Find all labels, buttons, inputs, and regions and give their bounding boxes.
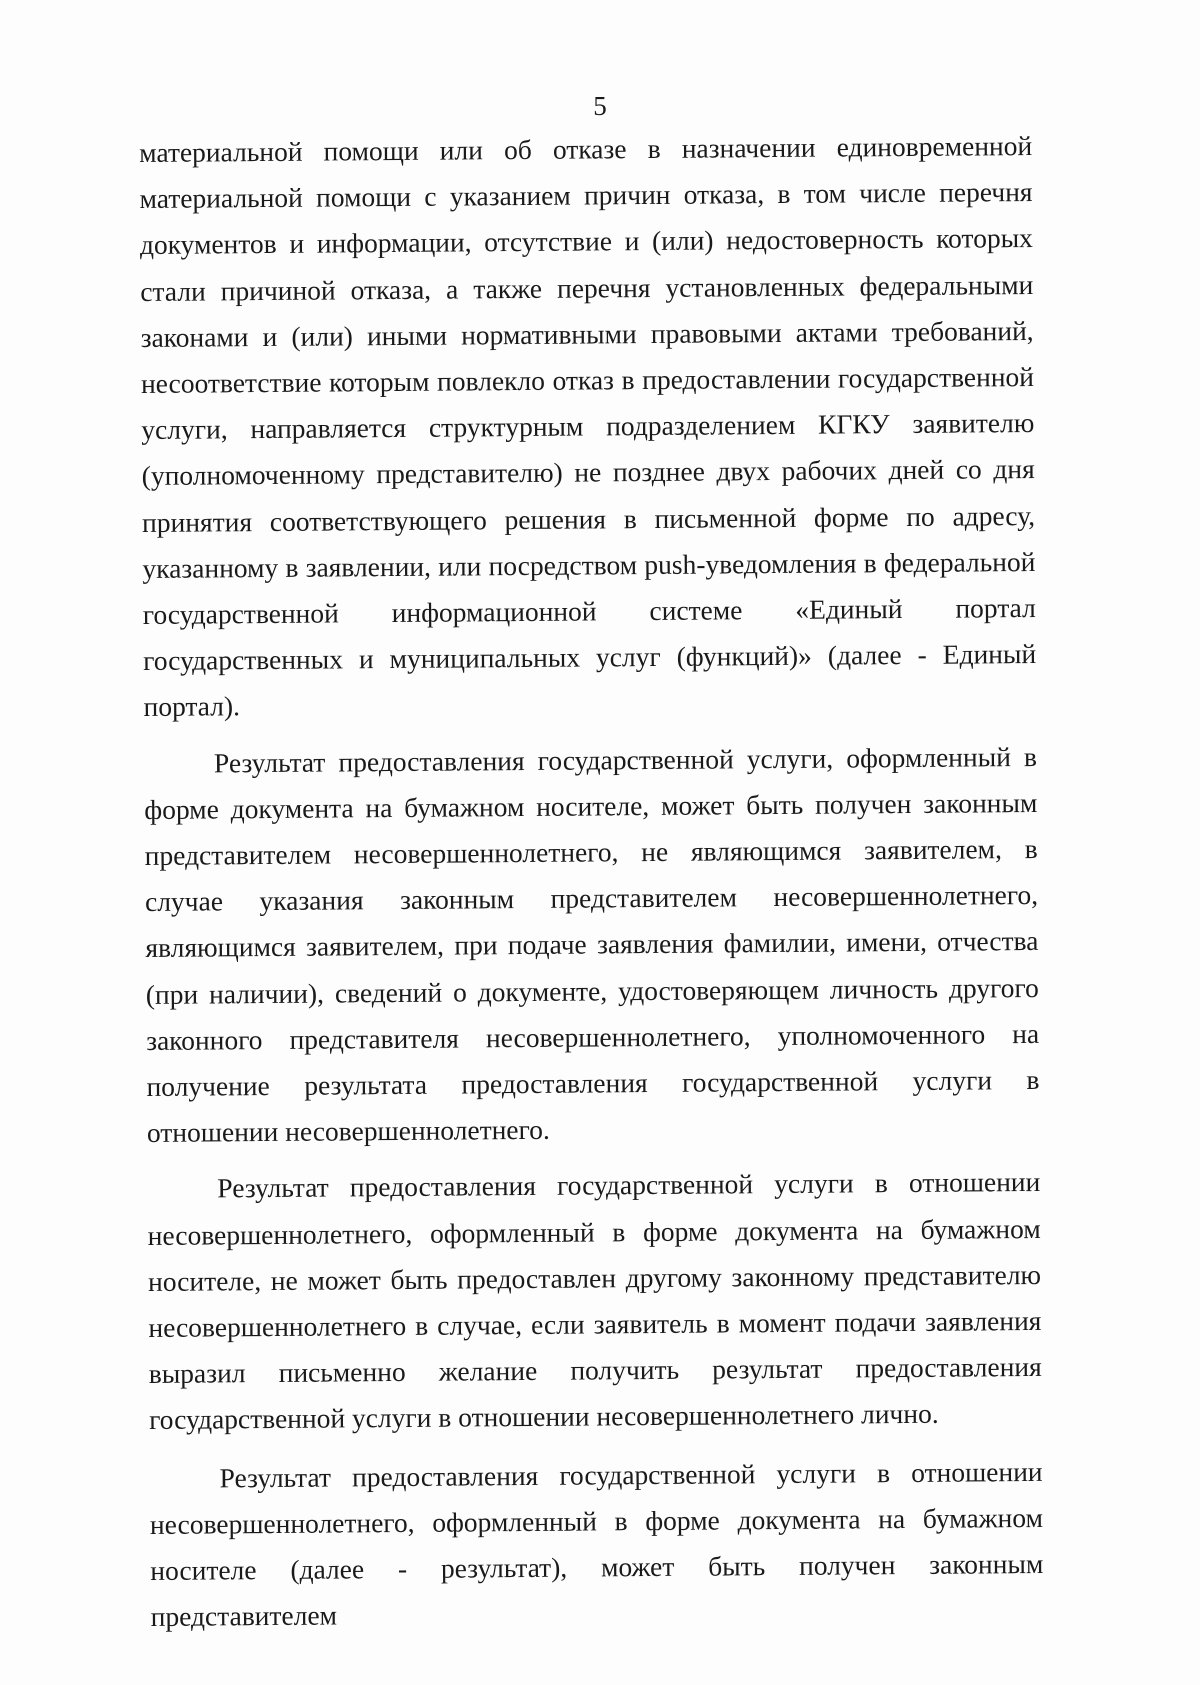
paragraph-result-representative: Результат предоставления государственной услуги в отношении несовершеннолетнего, оформленный в форме документа на бумажном носителе (далее - результат), может быть получен законным представителем [149, 1455, 1044, 1633]
paragraph-continuation: материальной помощи или об отказе в назначении единовременной материальной помощи с указанием причин отказа, в том числе перечня документов и информации, отсутствие и (или) недостоверность которых стали причиной отказа, а также перечня установленных федеральными законами и (или) иными нормативными правовыми актами требований, несоответствие которым повлекло отказ в предоставлении государственной услуги, направляется структурным подразделением КГКУ заявителю (уполномоченному представителю) не позднее двух рабочих дней со дня принятия соответствующего решения в письменной форме по адресу, указанному в заявлении, или посредством push-уведомления в федеральной государственной информационной системе «Единый портал государственных и муниципальных услуг (функций)» (далее - Единый портал). [139, 129, 1037, 723]
page-number: 5 [593, 91, 607, 121]
paragraph-result-not-provided: Результат предоставления государственной услуги в отношении несовершеннолетнего, оформленный в форме документа на бумажном носителе, не может быть предоставлен другому законному представителю несовершеннолетнего в случае, если заявитель в момент подачи заявления выразил письменно желание получить результат предоставления государственной услуги в отношении несовершеннолетнего лично. [147, 1166, 1042, 1436]
paragraph-result-paper-form: Результат предоставления государственной услуги, оформленный в форме документа на бумажном носителе, может быть получен законным представителем несовершеннолетнего, не являющимся заявителем, в случае указания законным представителем несовершеннолетнего, являющимся заявителем, при подаче заявления фамилии, имени, отчества (при наличии), сведений о документе, удостоверяющем личность другого законного представителя несовершеннолетнего, уполномоченного на получение результата предоставления государственной услуги в отношении несовершеннолетнего. [144, 740, 1040, 1149]
document-body [139, 123, 1044, 1640]
